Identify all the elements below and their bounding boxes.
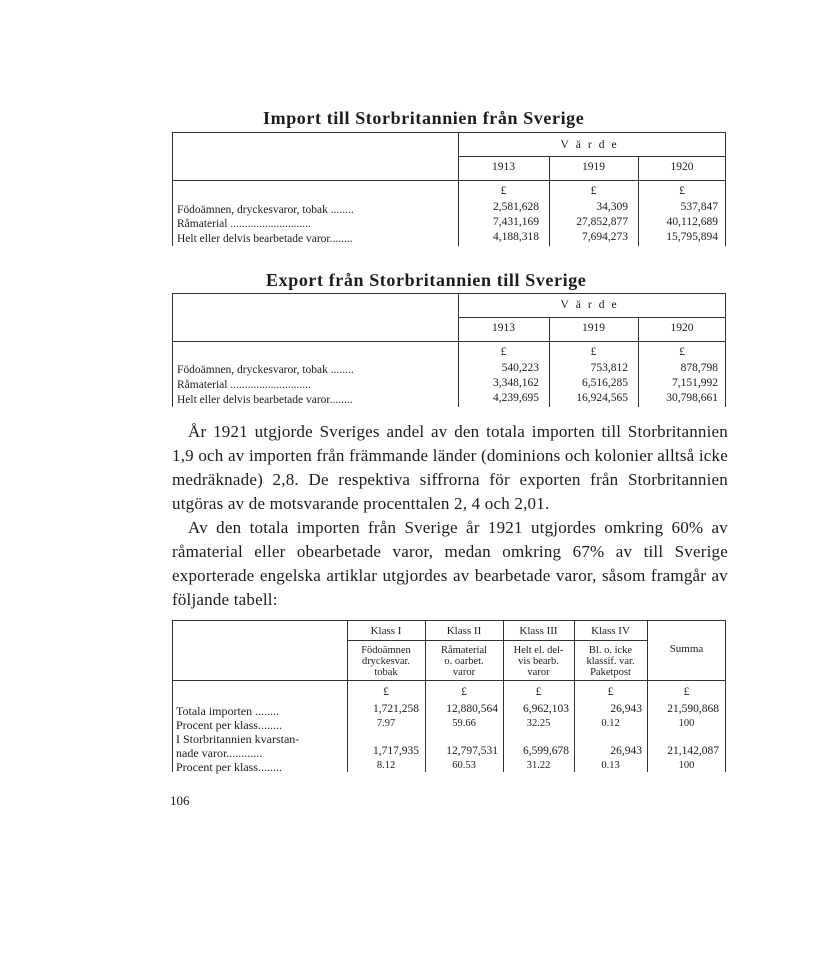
class-cell: 60.53: [452, 760, 476, 771]
class-unit: £: [461, 686, 467, 698]
class-row-label: Procent per klass........: [176, 760, 282, 774]
import-cell: 15,795,894: [666, 231, 718, 243]
class-cell: 6,599,678: [523, 745, 569, 757]
export-unit: £: [590, 346, 597, 358]
import-unit: £: [679, 185, 685, 197]
class-cell: 1,721,258: [373, 703, 419, 715]
import-cell: 40,112,689: [666, 216, 718, 228]
export-year-1920: 1920: [670, 322, 694, 334]
class-header-1: Klass I: [370, 625, 402, 637]
export-cell: 16,924,565: [576, 392, 628, 404]
class-cell: 59.66: [452, 718, 476, 729]
class-cell: 8.12: [376, 760, 396, 771]
export-table-title: Export från Storbritannien till Sverige: [266, 270, 587, 290]
export-year-1919: 1919: [582, 322, 605, 334]
class-unit: £: [683, 686, 690, 698]
class-cell: 12,797,531: [446, 745, 498, 757]
class-cell: 32.25: [526, 718, 551, 729]
export-cell: 7,151,992: [672, 377, 718, 389]
import-cell: 4,188,318: [493, 231, 539, 243]
export-cell: 878,798: [680, 362, 718, 374]
import-cell: 27,852,877: [576, 216, 628, 228]
class-header-2: Klass II: [446, 625, 482, 637]
export-row-label: Helt eller delvis bearbetade varor........: [177, 394, 353, 406]
import-unit: £: [500, 185, 507, 197]
export-row-label: Råmaterial ............................: [177, 379, 311, 391]
class-subheader-2: Råmaterial o. oarbet. varor: [440, 645, 488, 678]
page-number: 106: [170, 793, 190, 808]
class-cell: 26,943: [610, 745, 642, 757]
import-cell: 537,847: [680, 201, 718, 213]
class-cell: 31.22: [526, 760, 551, 771]
class-row-label: Procent per klass........: [176, 718, 282, 732]
class-row-label: nade varor............: [176, 746, 263, 760]
export-unit: £: [500, 346, 507, 358]
import-unit: £: [590, 185, 597, 197]
import-cell: 34,309: [596, 201, 628, 213]
class-cell: 100: [678, 760, 695, 771]
class-cell: 26,943: [610, 703, 642, 715]
import-year-1919: 1919: [582, 161, 605, 173]
export-group-header: Värde: [560, 299, 624, 311]
class-subheader-4: Bl. o. icke klassif. var. Paketpost: [586, 645, 635, 678]
class-cell: 7.97: [376, 718, 396, 729]
paragraph-1: År 1921 utgjorde Sveriges andel av den totala importen till Storbritannien 1,9 och av importen från främmande länder (dominions och kolonier alltså icke medräknade) 2,8. De respektiva siffrorna för exporten från Storbritannien utgöras av de motsvarande procenttalen 2, 4 och 2,01.: [172, 422, 728, 513]
class-unit: £: [383, 686, 389, 698]
import-cell: 7,431,169: [493, 216, 539, 228]
import-group-header: Värde: [560, 139, 624, 151]
paragraph-2: Av den totala importen från Sverige år 1921 utgjordes omkring 60% av råmaterial eller obearbetade varor, medan omkring 67% av till Sverige exporterade engelska artiklar utgjordes av bearbetade varor, såsom framgår av följande tabell:: [172, 518, 728, 609]
class-cell: 21,590,868: [667, 703, 719, 715]
export-cell: 3,348,162: [493, 377, 539, 389]
class-cell: 21,142,087: [667, 745, 719, 757]
class-cell: 1,717,935: [373, 745, 419, 757]
class-unit: £: [607, 686, 614, 698]
import-year-1920: 1920: [670, 161, 694, 173]
class-cell: 6,962,103: [523, 703, 569, 715]
export-cell: 753,812: [590, 362, 628, 374]
class-header-4: Klass IV: [591, 625, 630, 637]
export-cell: 30,798,661: [666, 392, 718, 404]
export-cell: 4,239,695: [493, 392, 539, 404]
class-header-summa: Summa: [669, 643, 704, 655]
body-text: [172, 420, 728, 612]
class-subheader-1: Födoämnen dryckesvar. tobak: [361, 645, 411, 678]
class-cell: 0.13: [601, 760, 620, 771]
class-cell: 100: [678, 718, 695, 729]
export-row-label: Födoämnen, dryckesvaror, tobak ........: [177, 364, 354, 376]
import-table-title: Import till Storbritannien från Sverige: [263, 108, 585, 128]
import-row-label: Råmaterial ............................: [177, 218, 311, 230]
class-row-label: I Storbritannien kvarstan-: [176, 732, 300, 746]
export-cell: 540,223: [501, 362, 539, 374]
export-unit: £: [679, 346, 685, 358]
class-header-3: Klass III: [519, 625, 558, 637]
import-cell: 7,694,273: [582, 231, 628, 243]
export-year-1913: 1913: [492, 322, 515, 334]
class-row-label: Totala importen ........: [176, 704, 280, 718]
import-row-label: Födoämnen, dryckesvaror, tobak ........: [177, 204, 354, 216]
import-cell: 2,581,628: [493, 201, 539, 213]
import-row-label: Helt eller delvis bearbetade varor........: [177, 233, 353, 245]
class-subheader-3: Helt el. del- vis bearb. varor: [513, 645, 564, 678]
class-cell: 0.12: [601, 718, 620, 729]
import-year-1913: 1913: [492, 161, 515, 173]
class-cell: 12,880,564: [446, 703, 498, 715]
class-unit: £: [535, 686, 542, 698]
export-cell: 6,516,285: [582, 377, 628, 389]
